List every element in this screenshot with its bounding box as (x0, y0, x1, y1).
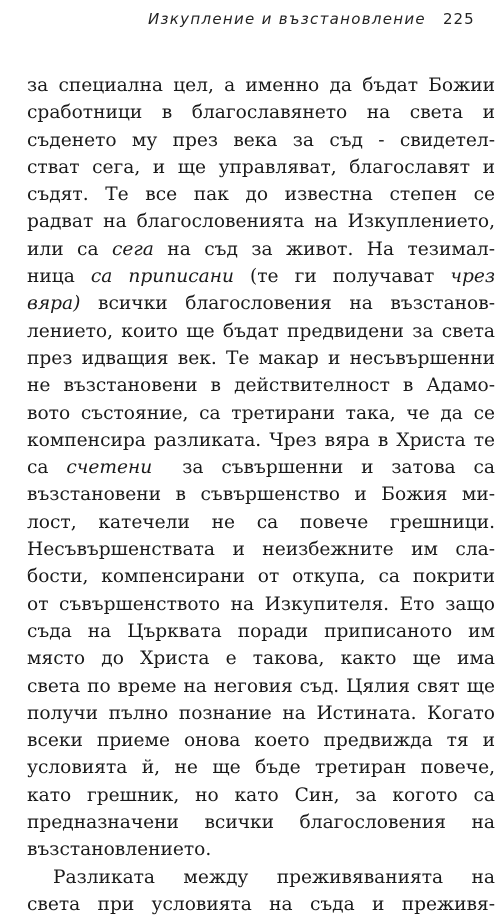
text-line (27, 454, 495, 481)
text-line: сработници в благославянето на света и (27, 102, 495, 124)
text-line: Несъвършенствата и неизбежните им сла- (27, 539, 495, 561)
text-line: от съвършенството на Изкупителя. Ето защо (27, 593, 495, 615)
text-line (27, 263, 495, 290)
text-line: за специална цел, а именно да бъдат Божии (27, 75, 495, 96)
text-line: лението, които ще бъдат предвидени за света (27, 320, 495, 342)
text-run: мал- (451, 238, 495, 260)
text-line: съдят. Те все пак до известна степен се (27, 184, 495, 206)
text-line: не възстановени в действителност в Адамо- (27, 375, 495, 397)
text-line: света по време на неговия съд. Цялия свят ще (27, 675, 495, 697)
italic-run: сега (111, 238, 154, 260)
text-line: вото състояние, са третирани така, че да се (27, 402, 495, 424)
text-line (27, 236, 495, 263)
text-line: през идващия век. Те макар и несъвършенни (27, 347, 495, 369)
text-line: света при условията на съда и преживя- (27, 893, 495, 915)
italic-run: чрез (450, 266, 495, 288)
text-line: възстановени в съвършенство и Божия ми- (27, 484, 495, 506)
text-line: стват сега, и ще управляват, благославят и (27, 156, 495, 178)
text-run: (те ги получават (233, 266, 451, 288)
text-line (27, 290, 495, 317)
text-run: са (27, 457, 67, 479)
text-line: като грешник, но като Син, за когото са (27, 784, 495, 806)
text-line: всеки приеме онова което предвижда тя и (27, 730, 495, 752)
text-line: компенсира разликата. Чрез вяра в Христа те (27, 429, 495, 451)
text-line: условията й, не ще бъде третиран повече, (27, 757, 495, 779)
text-line: бости, компенсирани от откупа, са покрити (27, 566, 495, 588)
page-header (0, 10, 500, 36)
body-text (27, 72, 495, 918)
text-line: място до Христа е такова, както ще има (27, 648, 495, 670)
text-line: лост, катечели не са повече грешници. (27, 511, 495, 533)
text-line: Разликата между преживяванията на (53, 866, 495, 888)
text-line: съденето му през века за съд - свидетел- (27, 129, 495, 151)
italic-run: вяра) (27, 293, 81, 315)
text-line: съда на Църквата поради приписаното им (27, 620, 495, 642)
text-run: за съвършенни и затова са (182, 457, 495, 479)
text-line: радват на благословенията на Изкуплението, (27, 211, 495, 233)
text-run: ница (27, 266, 91, 288)
italic-run: са приписани (90, 266, 234, 288)
running-title: Изкупление и възстановление (148, 10, 426, 28)
text-line: предназначени всички благословения на (27, 812, 495, 834)
text-line: получи пълно познание на Истината. Когато (27, 702, 495, 724)
italic-run: счетени (66, 457, 153, 479)
text-run: всички благословения на възстанов- (80, 293, 495, 315)
text-run: на съд за живот. На тези (153, 238, 452, 260)
text-line: възстановлението. (27, 839, 212, 861)
page-number: 225 (443, 10, 475, 28)
text-run: или са (27, 238, 112, 260)
